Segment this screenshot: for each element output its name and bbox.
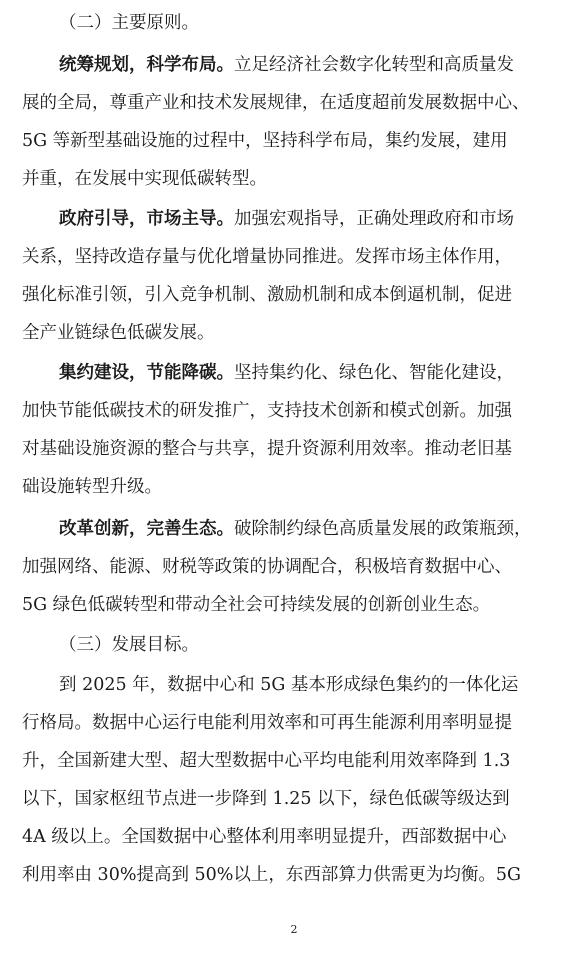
paragraph-line: 利用率由 30%提高到 50%以上，东西部算力供需更为均衡。5G (22, 865, 522, 885)
paragraph-reform-innovation (22, 510, 570, 624)
paragraph-line: 加快节能低碳技术的研发推广，支持技术创新和模式创新。加强 (22, 401, 512, 421)
line-text: 坚持集约化、绿色化、智能化建设， (234, 363, 514, 383)
paragraph-lead: 集约建设，节能降碳。 (59, 363, 234, 383)
paragraph-first-line (22, 354, 570, 392)
paragraph-first-line (22, 46, 570, 84)
paragraph-line: 关系，坚持改造存量与优化增量协同推进。发挥市场主体作用， (22, 247, 512, 267)
paragraph-government-guidance (22, 200, 570, 352)
paragraph-overall-planning (22, 46, 570, 198)
paragraph-lead: 改革创新，完善生态。 (59, 519, 234, 539)
section-heading-principles (22, 4, 570, 42)
paragraph-line: 4A 级以上。全国数据中心整体利用率明显提升，西部数据中心 (22, 827, 507, 847)
line-text: 破除制约绿色高质量发展的政策瓶颈， (234, 519, 532, 539)
paragraph-line: 行格局。数据中心运行电能利用效率和可再生能源利用率明显提 (22, 713, 512, 733)
paragraph-line: 并重，在发展中实现低碳转型。 (22, 169, 267, 189)
paragraph-development-goals (22, 666, 570, 894)
paragraph-first-line (22, 510, 570, 548)
paragraph-line: 5G 等新型基础设施的过程中，坚持科学布局，集约发展，建用 (22, 131, 508, 151)
paragraph-line: 升，全国新建大型、超大型数据中心平均电能利用效率降到 1.3 (22, 751, 511, 771)
page-number: 2 (290, 923, 298, 936)
paragraph-lead: 政府引导，市场主导。 (59, 209, 234, 229)
paragraph-first-line: 到 2025 年，数据中心和 5G 基本形成绿色集约的一体化运 (59, 675, 519, 695)
paragraph-first-line (22, 200, 570, 238)
paragraph-line: 以下，国家枢纽节点进一步降到 1.25 以下，绿色低碳等级达到 (22, 789, 510, 809)
paragraph-line: 础设施转型升级。 (22, 477, 162, 497)
paragraph-line: 强化标准引领，引入竞争机制、激励机制和成本倒逼机制，促进 (22, 285, 512, 305)
heading-text: （三）发展目标。 (59, 635, 199, 655)
line-text: 加强宏观指导，正确处理政府和市场 (234, 209, 514, 229)
paragraph-line: 展的全局，尊重产业和技术发展规律，在适度超前发展数据中心、 (22, 93, 530, 113)
paragraph-lead: 统筹规划，科学布局。 (59, 55, 234, 75)
section-heading-goals (22, 626, 570, 664)
paragraph-line: 5G 绿色低碳转型和带动全社会可持续发展的创新创业生态。 (22, 595, 491, 615)
paragraph-line: 对基础设施资源的整合与共享，提升资源利用效率。推动老旧基 (22, 439, 512, 459)
heading-text: （二）主要原则。 (59, 13, 199, 33)
paragraph-line: 全产业链绿色低碳发展。 (22, 323, 215, 343)
paragraph-intensive-construction (22, 354, 570, 506)
paragraph-line: 加强网络、能源、财税等政策的协调配合，积极培育数据中心、 (22, 557, 512, 577)
line-text: 立足经济社会数字化转型和高质量发 (234, 55, 514, 75)
